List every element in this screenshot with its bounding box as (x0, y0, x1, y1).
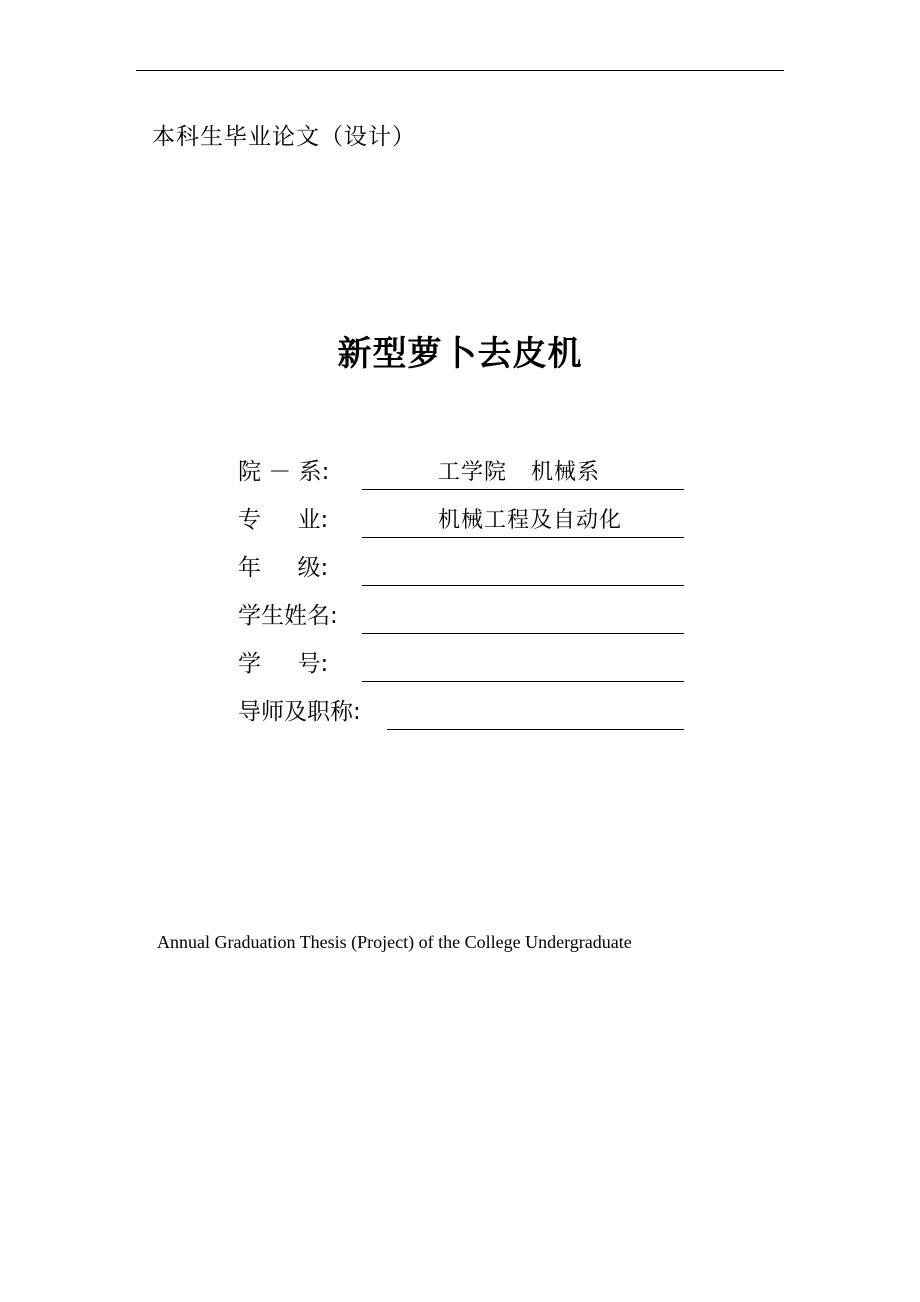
field-line-student-name[interactable] (362, 601, 684, 634)
field-label-department: 院 － 系: (238, 459, 330, 485)
header-rule (136, 70, 784, 71)
field-row-department (238, 456, 684, 490)
field-value-department: 工学院 机械系 (438, 460, 600, 485)
field-label-grade: 年 级: (238, 555, 329, 581)
field-label-student-name: 学生姓名: (238, 603, 338, 629)
field-line-major[interactable] (362, 505, 684, 538)
field-line-student-id[interactable] (362, 649, 684, 682)
field-line-department[interactable] (362, 457, 684, 490)
field-value-major: 机械工程及自动化 (438, 508, 623, 533)
field-line-grade[interactable] (362, 553, 684, 586)
field-label-student-id: 学 号: (238, 651, 329, 677)
field-line-advisor[interactable] (387, 697, 684, 730)
field-row-student-id (238, 648, 684, 682)
field-row-grade (238, 552, 684, 586)
field-label-major: 专 业: (238, 507, 329, 533)
field-label-advisor: 导师及职称: (238, 699, 361, 725)
field-row-student-name (238, 600, 684, 634)
english-subtitle: Annual Graduation Thesis (Project) of the College Undergraduate (157, 932, 632, 952)
field-row-advisor (238, 696, 684, 730)
field-row-major (238, 504, 684, 538)
document-type-label: 本科生毕业论文（设计） (152, 124, 416, 150)
thesis-title: 新型萝卜去皮机 (337, 334, 583, 374)
